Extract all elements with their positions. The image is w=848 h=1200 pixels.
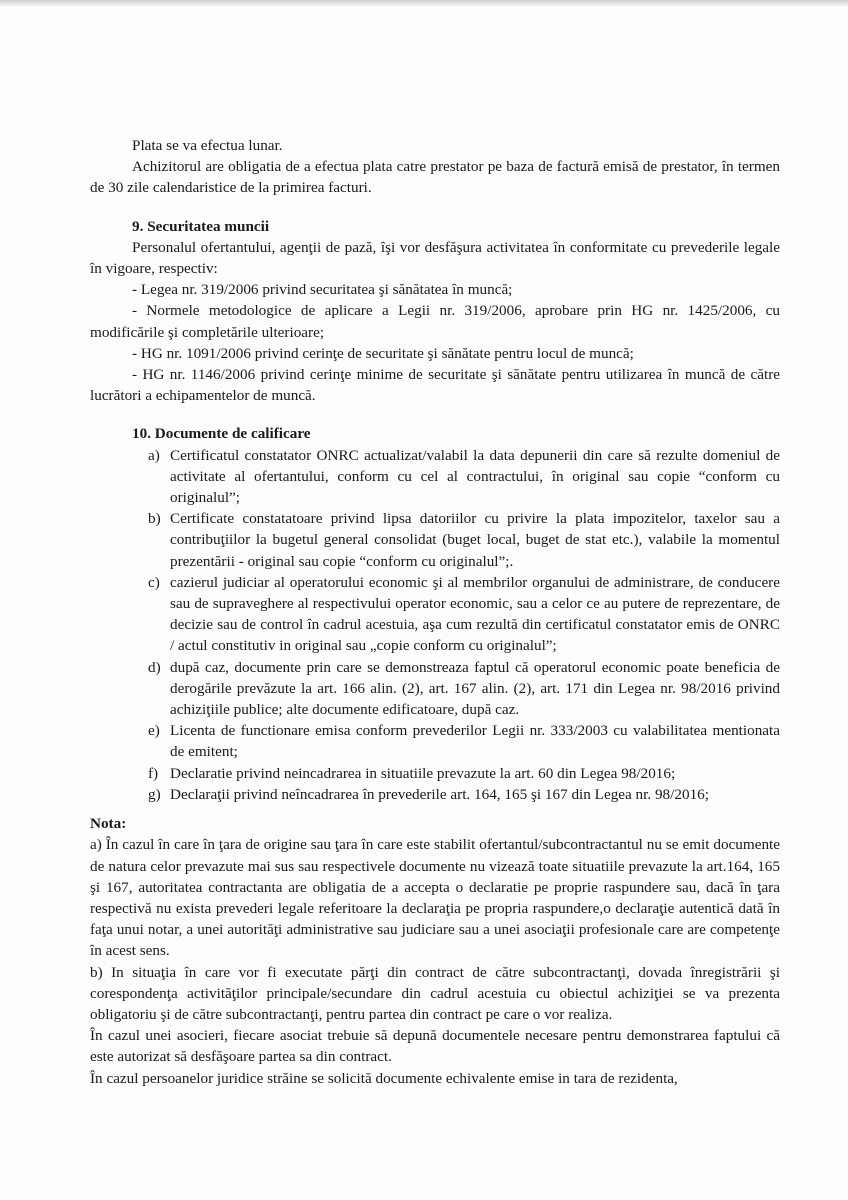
- payment-frequency: Plata se va efectua lunar.: [132, 137, 283, 154]
- list-item-text: Declaratie privind neincadrarea in situatiile prevazute la art. 60 din Legea 98/2016;: [170, 764, 676, 782]
- nota-paragraph-a: a) În cazul în care în ţara de origine sau ţara în care este stabilit ofertantul/subcontractantul nu se emit documente de natura celor prevazute mai sus sau respectivele documente nu vizează toate situatiile prevazute la art.164, 165 şi 167, autoritatea contractanta are obligatia de a accepta o declaratie pe proprie raspundere sau, dacă în ţara respectivă nu exista prevederi legale referitoare la declaraţia pe propria raspundere,o declaraţie autentică dată în faţa unui notar, a unei autorităţi administrative sau judiciare sau a unei asociaţii profesionale care are competenţe în acest sens.: [90, 836, 780, 960]
- list-item: [90, 508, 780, 572]
- list-item-text: Licenta de functionare emisa conform prevederilor Legii nr. 333/2003 cu valabilitatea mentionata de emitent;: [170, 722, 780, 761]
- section-9-item: - HG nr. 1146/2006 privind cerinţe minime de securitate şi sănătate pentru utilizarea în muncă de către lucrători a echipamentelor de muncă.: [90, 366, 780, 405]
- list-letter: f): [148, 764, 159, 782]
- scan-top-edge: [0, 0, 848, 6]
- section-9-item: - Normele metodologice de aplicare a Legii nr. 319/2006, aprobare prin HG nr. 1425/2006, cu modificările şi completările ulterioare;: [90, 302, 780, 341]
- list-item: [90, 445, 780, 509]
- list-item: [90, 657, 780, 721]
- section-9-heading: 9. Securitatea muncii: [132, 217, 270, 235]
- nota-foreign-entities: În cazul persoanelor juridice străine se solicită documente echivalente emise in tara de rezidenta,: [90, 1069, 678, 1087]
- list-item-text: cazierul judiciar al operatorului economic şi al membrilor organului de administrare, de conducere sau de supraveghere al respectivului operator economic, sau a celor ce au putere de reprezentare, de decizie sau de control în cadrul acestuia, aşa cum rezultă din certificatul constatator emis de ONRC / actul constitutiv in original sau „copie conform cu originalul”;: [170, 573, 780, 655]
- document-body: [90, 135, 780, 1089]
- section-9-item: - HG nr. 1091/2006 privind cerinţe de securitate şi sănătate pentru locul de muncă;: [132, 344, 634, 362]
- list-item-text: Certificatul constatator ONRC actualizat/valabil la data depunerii din care să rezulte domeniul de activitate al ofertantului, conform cu cel al contractului, în original sau copie “conform cu originalul”;: [170, 446, 780, 507]
- nota-paragraph-b: b) In situaţia în care vor fi executate părţi din contract de către subcontractanţi, dovada înregistrării şi corespondenţa activităţilor principale/secundare din cadrul acestuia cu obiectul achiziţiei se va prezenta obligatoriu şi de către subcontractanţi, pentru partea din contract pe care o vor realiza.: [90, 963, 780, 1023]
- list-item: [90, 784, 780, 805]
- list-letter: d): [148, 658, 161, 676]
- list-item-text: Declaraţii privind neîncadrarea în prevederile art. 164, 165 şi 167 din Legea nr. 98/2016;: [170, 785, 709, 803]
- list-letter: b): [148, 510, 161, 528]
- section-9-item: - Legea nr. 319/2006 privind securitatea şi sănătatea în muncă;: [132, 281, 513, 299]
- list-item: [90, 720, 780, 762]
- qualification-documents-list: [90, 445, 780, 805]
- nota-label: Nota:: [90, 815, 127, 833]
- section-9-intro: Personalul ofertantului, agenţii de pază, îşi vor desfăşura activitatea în conformitate cu prevederile legale în vigoare, respectiv:: [90, 238, 780, 278]
- list-letter: c): [148, 573, 160, 591]
- list-item-text: după caz, documente prin care se demonstreaza faptul că operatorul economic poate beneficia de derogările prevăzute la art. 166 alin. (2), art. 167 alin. (2), art. 171 din Legea nr. 98/2016 privind achiziţiile publice; alte documente edificatoare, după caz.: [170, 658, 780, 719]
- payment-terms: Achizitorul are obligatia de a efectua plata catre prestator pe baza de factură emisă de prestator, în termen de 30 zile calendaristice de la primirea facturi.: [90, 158, 780, 197]
- list-letter: g): [148, 785, 161, 803]
- list-letter: a): [148, 446, 160, 464]
- nota-association: În cazul unei asocieri, fiecare asociat trebuie să depună documentele necesare pentru demonstrarea faptului că este autorizat să desfăşoare partea sa din contract.: [90, 1027, 780, 1066]
- list-item-text: Certificate constatatoare privind lipsa datoriilor cu privire la plata impozitelor, taxelor sau a contribuţiilor la bugetul general consolidat (buget local, buget de stat etc.), valabile la momentul prezentării - original sau copie “conform cu originalul”;.: [170, 510, 780, 570]
- list-item: [90, 763, 780, 784]
- list-item: [90, 572, 780, 657]
- section-10-heading: 10. Documente de calificare: [132, 425, 311, 443]
- list-letter: e): [148, 722, 160, 740]
